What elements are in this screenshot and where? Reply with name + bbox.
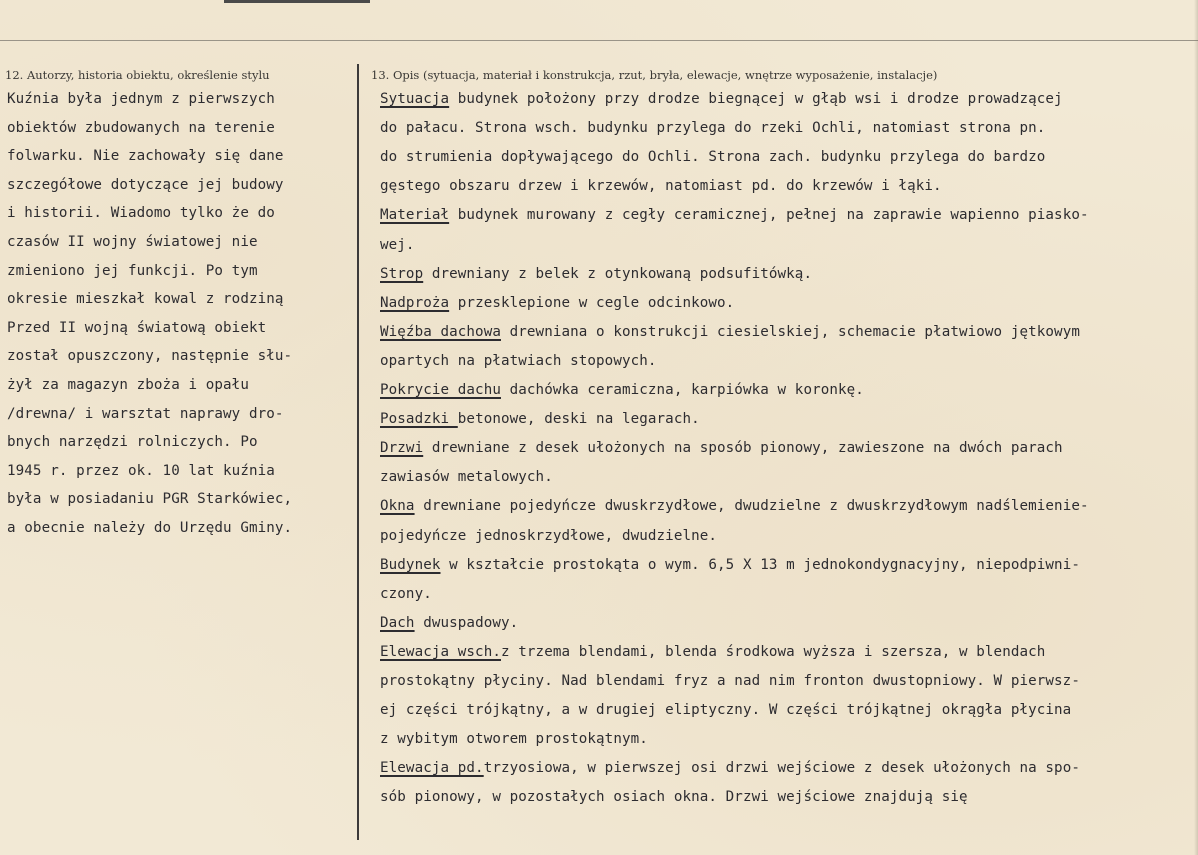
history-line: folwarku. Nie zachowały się dane bbox=[7, 148, 284, 165]
description-line bbox=[380, 266, 812, 282]
description-line bbox=[380, 120, 1045, 136]
history-line: /drewna/ i warsztat naprawy dro- bbox=[7, 405, 284, 422]
column-divider bbox=[357, 64, 359, 840]
page-edge bbox=[1194, 0, 1198, 855]
description-line bbox=[380, 586, 432, 602]
line-text: do strumienia dopływającego do Ochli. Strona zach. budynku przylega do bardzo bbox=[380, 149, 1046, 166]
description-line bbox=[380, 731, 648, 747]
history-line: Przed II wojną światową obiekt bbox=[7, 319, 267, 336]
description-line bbox=[380, 789, 968, 805]
underlined-label: Sytuacja bbox=[380, 91, 450, 107]
history-line: zmieniono jej funkcji. Po tym bbox=[7, 262, 258, 279]
underlined-label: Drzwi bbox=[380, 440, 424, 457]
underlined-label: Posadzki bbox=[380, 411, 458, 428]
history-line: i historii. Wiadomo tylko że do bbox=[7, 205, 275, 222]
description-line bbox=[380, 382, 864, 398]
description-line bbox=[380, 91, 1063, 107]
line-text: drewniana o konstrukcji ciesielskiej, schemacie płatwiowo jętkowym bbox=[500, 323, 1080, 340]
line-text: wej. bbox=[380, 236, 415, 253]
history-line: został opuszczony, następnie słu- bbox=[7, 348, 293, 365]
line-text: ej części trójkątny, a w drugiej eliptyczny. W części trójkątnej okrągła płycina bbox=[380, 702, 1072, 719]
section-12-heading: 12. Autorzy, historia obiektu, określenie stylu bbox=[5, 68, 270, 82]
underlined-label: Okna bbox=[380, 498, 415, 515]
line-text: betonowe, deski na legarach. bbox=[457, 411, 700, 428]
description-line bbox=[380, 295, 734, 311]
underlined-label: Elewacja pd. bbox=[380, 760, 484, 777]
line-text: przesklepione w cegle odcinkowo. bbox=[449, 294, 735, 311]
history-line: żył za magazyn zboża i opału bbox=[7, 377, 249, 393]
history-line: czasów II wojny światowej nie bbox=[7, 234, 258, 250]
description-line bbox=[380, 178, 942, 194]
description-line bbox=[380, 498, 1089, 514]
line-text: budynek murowany z cegły ceramicznej, pełnej na zaprawie wapienno piasko- bbox=[449, 207, 1089, 224]
line-text: pojedyńcze jednoskrzydłowe, dwudzielne. bbox=[380, 527, 718, 544]
description-line bbox=[380, 324, 1080, 340]
line-text: drewniane pojedyńcze dwuskrzydłowe, dwudzielne z dwuskrzydłowym nadślemienie- bbox=[414, 498, 1089, 515]
history-line: okresie mieszkał kowal z rodziną bbox=[7, 291, 284, 308]
line-text: gęstego obszaru drzew i krzewów, natomiast pd. do krzewów i łąki. bbox=[380, 178, 942, 195]
description-line bbox=[380, 469, 553, 485]
description-line bbox=[380, 149, 1045, 165]
top-edge-mark bbox=[224, 0, 370, 3]
line-text: do pałacu. Strona wsch. budynku przylega do rzeki Ochli, natomiast strona pn. bbox=[380, 120, 1046, 137]
description-line bbox=[380, 411, 700, 427]
description-line bbox=[380, 673, 1080, 689]
description-line bbox=[380, 760, 1080, 776]
description-line bbox=[380, 353, 657, 369]
description-line bbox=[380, 207, 1089, 223]
description-line bbox=[380, 615, 518, 631]
history-line: Kuźnia była jednym z pierwszych bbox=[7, 91, 275, 107]
description-line bbox=[380, 557, 1080, 573]
line-text: czony. bbox=[380, 585, 432, 602]
section-13-heading: 13. Opis (sytuacja, materiał i konstrukcja, rzut, bryła, elewacje, wnętrze wyposażenie, instalacje) bbox=[371, 68, 938, 82]
history-line: bnych narzędzi rolniczych. Po bbox=[7, 434, 258, 451]
header-rule bbox=[0, 40, 1198, 41]
description-line bbox=[380, 528, 717, 544]
line-text: dwuspadowy. bbox=[414, 614, 519, 631]
history-line: obiektów zbudowanych na terenie bbox=[7, 119, 275, 136]
description-line bbox=[380, 644, 1045, 660]
line-text: budynek położony przy drodze biegnącej w głąb wsi i drodze prowadzącej bbox=[449, 91, 1063, 107]
description-line bbox=[380, 237, 415, 253]
underlined-label: Budynek bbox=[380, 556, 441, 573]
underlined-label: Pokrycie dachu bbox=[380, 382, 501, 398]
line-text: drewniane z desek ułożonych na sposób pionowy, zawieszone na dwóch parach bbox=[423, 440, 1063, 457]
line-text: sób pionowy, w pozostałych osiach okna. Drzwi wejściowe znajdują się bbox=[380, 789, 968, 806]
description-line bbox=[380, 440, 1063, 456]
underlined-label: Strop bbox=[380, 265, 424, 282]
history-line: a obecnie należy do Urzędu Gminy. bbox=[7, 520, 293, 536]
line-text: zawiasów metalowych. bbox=[380, 469, 553, 486]
line-text: prostokątny płyciny. Nad blendami fryz a nad nim fronton dwustopniowy. W pierwsz- bbox=[380, 673, 1080, 689]
underlined-label: Materiał bbox=[380, 207, 450, 224]
line-text: z wybitym otworem prostokątnym. bbox=[380, 731, 648, 748]
line-text: drewniany z belek z otynkowaną podsufitówką. bbox=[423, 265, 813, 282]
underlined-label: Więźba dachowa bbox=[380, 323, 501, 340]
line-text: opartych na płatwiach stopowych. bbox=[380, 352, 657, 369]
line-text: w kształcie prostokąta o wym. 6,5 X 13 m jednokondygnacyjny, niepodpiwni- bbox=[440, 556, 1080, 573]
underlined-label: Dach bbox=[380, 614, 415, 631]
underlined-label: Nadproża bbox=[380, 294, 450, 311]
line-text: z trzema blendami, blenda środkowa wyższa i szersza, w blendach bbox=[500, 643, 1046, 660]
description-line bbox=[380, 702, 1071, 718]
line-text: dachówka ceramiczna, karpiówka w koronkę. bbox=[500, 382, 864, 398]
history-line: 1945 r. przez ok. 10 lat kuźnia bbox=[7, 462, 275, 479]
history-line: była w posiadaniu PGR Starkówiec, bbox=[7, 491, 293, 508]
line-text: trzyosiowa, w pierwszej osi drzwi wejściowe z desek ułożonych na spo- bbox=[483, 760, 1080, 777]
underlined-label: Elewacja wsch. bbox=[380, 643, 501, 660]
history-line: szczegółowe dotyczące jej budowy bbox=[7, 176, 284, 193]
